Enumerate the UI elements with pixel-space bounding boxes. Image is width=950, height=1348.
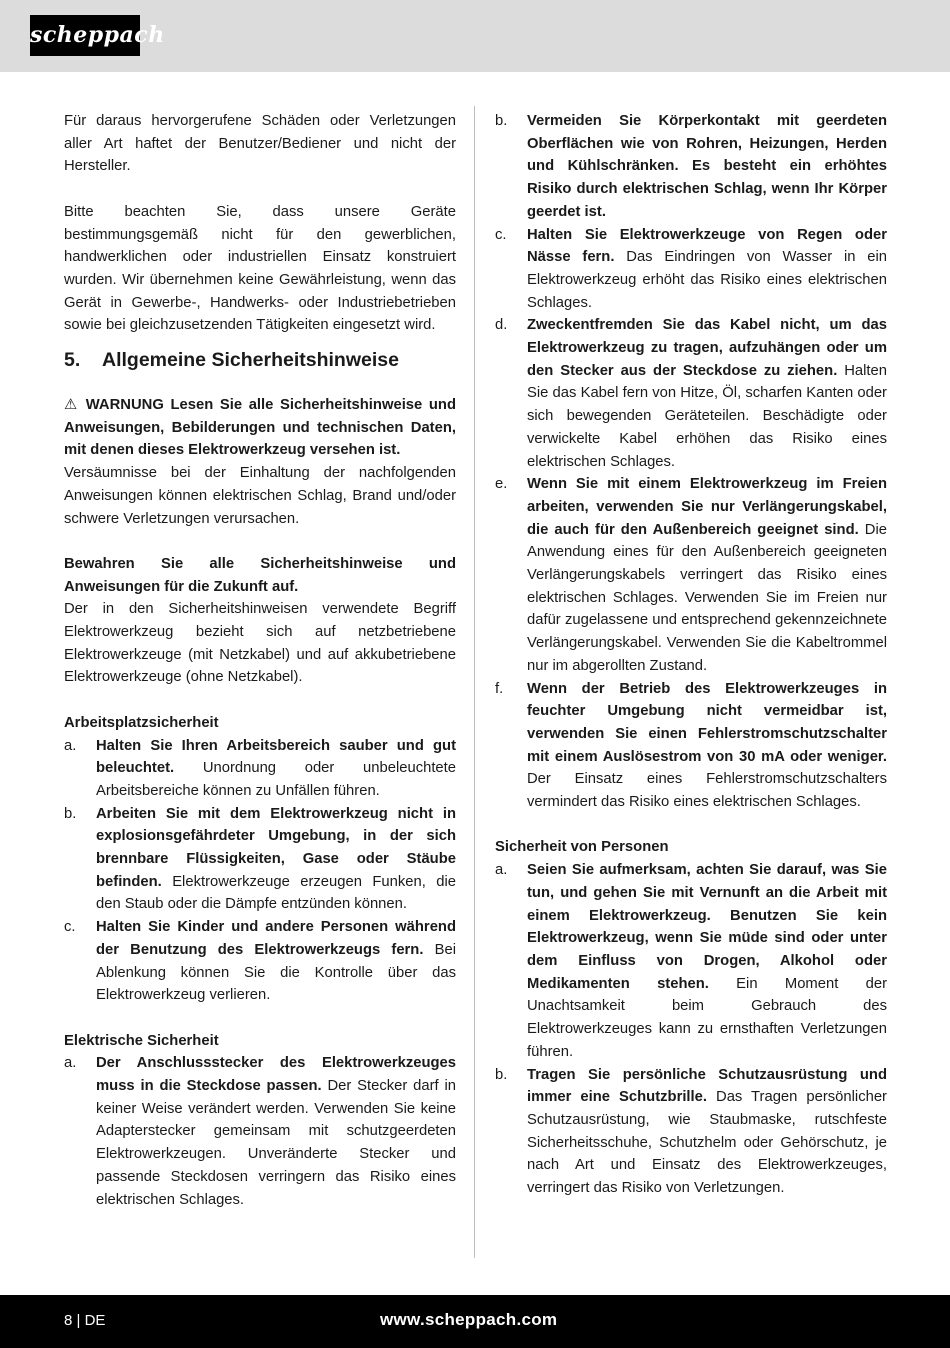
list-item-label: c. <box>64 919 76 936</box>
list-item-text: Das Tragen persönlicher Schutzausrüstung, wie Staubmaske, rutschfeste Sicherheitsschuhe, Schutzhelm oder Gehörschutz, je nach Art und Einsatz des Elektrowerkzeuges, verringert das Risiko von Verletzungen. <box>527 1089 887 1197</box>
list-item-bold: Seien Sie aufmerksam, achten Sie darauf, was Sie tun, und gehen Sie mit Vernunft an die Arbeit mit einem Elektrowerkzeug. Benutzen Sie kein Elektrowerkzeug, wenn Sie müde sind oder unter dem Einfluss von Drogen, Alkohol oder Medikamenten stehen. <box>527 862 887 992</box>
list-item-label: d. <box>495 317 508 334</box>
section-title: Allgemeine Sicherheitshinweise <box>102 349 399 372</box>
personal-safety-heading: Sicherheit von Personen <box>495 839 669 856</box>
list-item-bold: Wenn der Betrieb des Elektrowerkzeuges in feuchter Umgebung nicht vermeidbar ist, verwenden Sie einen Fehlerstromschutzschalter mit einem Auslösestrom von 30 mA oder weniger. <box>527 680 887 765</box>
warning-bold-text: WARNUNG Lesen Sie alle Sicherheitshinweise und Anweisungen, Bebilderungen und technischen Daten, mit denen dieses Elektrowerkzeug versehen ist. <box>64 397 457 459</box>
list-item <box>64 803 456 917</box>
list-item-label: a. <box>64 1055 77 1072</box>
work-safety-heading: Arbeitsplatzsicherheit <box>64 714 219 731</box>
page-header <box>0 0 950 72</box>
list-item-bold: Tragen Sie persönliche Schutzausrüstung und immer eine Schutzbrille. <box>527 1066 887 1106</box>
list-item-text: Der Einsatz eines Fehlerstromschutzschalters vermindert das Risiko eines elektrischen Schlages. <box>527 771 887 811</box>
list-item-bold: Halten Sie Elektrowerkzeuge von Regen oder Nässe fern. <box>527 226 887 266</box>
list-item-label: e. <box>495 476 508 493</box>
list-item-text: Der Stecker darf in keiner Weise verändert werden. Verwenden Sie keine Adapterstecker gemeinsam mit schutzgeerdeten Elektrowerkzeugen. Unveränderte Stecker und passende Steckdosen verringern das Risiko eines elektrischen Schlages. <box>96 1078 456 1208</box>
list-item-bold: Halten Sie Kinder und andere Personen während der Benutzung des Elektrowerkzeugs fern. <box>96 919 456 958</box>
list-item-text: Bei Ablenkung können Sie die Kontrolle über das Elektrowerkzeug verlieren. <box>96 941 456 1004</box>
column-divider <box>474 106 475 1258</box>
list-item-label: c. <box>495 226 507 243</box>
list-item-text: Das Eindringen von Wasser in ein Elektrowerkzeug erhöht das Risiko eines elektrischen Schlages. <box>527 249 888 311</box>
warning-text: Versäumnisse bei der Einhaltung der nachfolgenden Anweisungen können elektrischen Schlag, Brand und/oder schwere Verletzungen verursachen. <box>64 465 456 527</box>
list-item-text: Halten Sie das Kabel fern von Hitze, Öl, scharfen Kanten oder sich bewegenden Geräteteilen. Beschädigte oder verwickelte Kabel erhöhen das Risiko eines elektrischen Schlages. <box>527 362 887 470</box>
list-item-bold: Wenn Sie mit einem Elektrowerkzeug im Freien arbeiten, verwenden Sie nur Verlängerungskabel, die auch für den Außenbereich geeignet sind. <box>527 476 887 538</box>
left-column <box>64 110 456 1211</box>
list-item-label: a. <box>64 737 77 754</box>
intro-paragraph-1: Für daraus hervorgerufene Schäden oder Verletzungen aller Art haftet der Benutzer/Bediener und nicht der Hersteller. <box>64 113 456 175</box>
right-column <box>495 110 887 1200</box>
list-item-bold: Halten Sie Ihren Arbeitsbereich sauber und gut beleuchtet. <box>96 737 456 777</box>
scheppach-logo: scheppach <box>30 15 140 56</box>
list-item-label: f. <box>495 680 504 697</box>
list-item <box>495 473 887 677</box>
list-item-bold: Zweckentfremden Sie das Kabel nicht, um das Elektrowerkzeug zu tragen, aufzuhängen oder um den Stecker aus der Steckdose zu ziehen. <box>527 317 887 379</box>
list-item <box>495 110 887 224</box>
list-item <box>495 859 887 1063</box>
list-item-label: b. <box>495 1066 508 1083</box>
electrical-safety-heading: Elektrische Sicherheit <box>64 1032 219 1049</box>
warning-triangle-icon: ⚠ <box>64 397 80 414</box>
website-link[interactable]: www.scheppach.com <box>380 1310 558 1329</box>
keep-instructions-text: Der in den Sicherheitshinweisen verwendete Begriff Elektrowerkzeug bezieht sich auf netzbetriebene Elektrowerkzeuge (mit Netzkabel) und auf akkubetriebene Elektrowerkzeuge (ohne Netzkabel). <box>64 601 456 686</box>
list-item-text: Die Anwendung eines für den Außenbereich geeigneten Verlängerungskabels verringert das Risiko eines elektrischen Schlages. Verwenden Sie im Freien nur dafür zugelassene und entsprechend gekennzeichnete Verlängerungskabel. Verwenden Sie die Kabeltrommel nur im abgerollten Zustand. <box>527 521 887 674</box>
list-item <box>495 314 887 473</box>
list-item <box>64 1052 456 1211</box>
list-item-text: Unordnung oder unbeleuchtete Arbeitsbereiche können zu Unfällen führen. <box>96 760 456 799</box>
list-item <box>495 224 887 315</box>
section-heading <box>64 347 456 373</box>
list-item-bold: Arbeiten Sie mit dem Elektrowerkzeug nicht in explosionsgefährdeter Umgebung, in der sich brennbare Flüssigkeiten, Gase oder Stäube befinden. <box>96 805 456 890</box>
page-footer <box>0 1295 950 1348</box>
list-item-bold: Vermeiden Sie Körperkontakt mit geerdeten Oberflächen wie von Rohren, Heizungen, Herden und Kühlschränken. Es besteht ein erhöhtes Risiko durch elektrischen Schlag, wenn Ihr Körper geerdet ist. <box>527 113 887 220</box>
list-item-label: a. <box>495 862 508 879</box>
list-item-text: Elektrowerkzeuge erzeugen Funken, die den Staub oder die Dämpfe entzünden können. <box>96 873 456 913</box>
list-item <box>495 678 887 814</box>
list-item-label: b. <box>64 805 77 822</box>
list-item <box>64 735 456 803</box>
list-item-text: Ein Moment der Unachtsamkeit beim Gebrauch des Elektrowerkzeuges kann zu ernsthaften Verletzungen führen. <box>527 975 887 1060</box>
list-item <box>495 1064 887 1200</box>
page-number: 8 | DE <box>64 1312 106 1329</box>
section-number: 5. <box>64 349 81 372</box>
intro-paragraph-2: Bitte beachten Sie, dass unsere Geräte bestimmungsgemäß nicht für den gewerblichen, handwerklichen oder industriellen Einsatz konstruiert wurden. Wir übernehmen keine Gewährleistung, wenn das Gerät in Gewerbe-, Handwerks- oder Industriebetrieben sowie bei gleichzusetzenden Tätigkeiten eingesetzt wird. <box>64 203 456 334</box>
list-item-bold: Der Anschlussstecker des Elektrowerkzeuges muss in die Steckdose passen. <box>96 1055 456 1095</box>
warning-paragraph <box>64 394 456 462</box>
list-item-label: b. <box>495 113 508 129</box>
keep-instructions-bold: Bewahren Sie alle Sicherheitshinweise und Anweisungen für die Zukunft auf. <box>64 555 456 595</box>
list-item <box>64 916 456 1007</box>
